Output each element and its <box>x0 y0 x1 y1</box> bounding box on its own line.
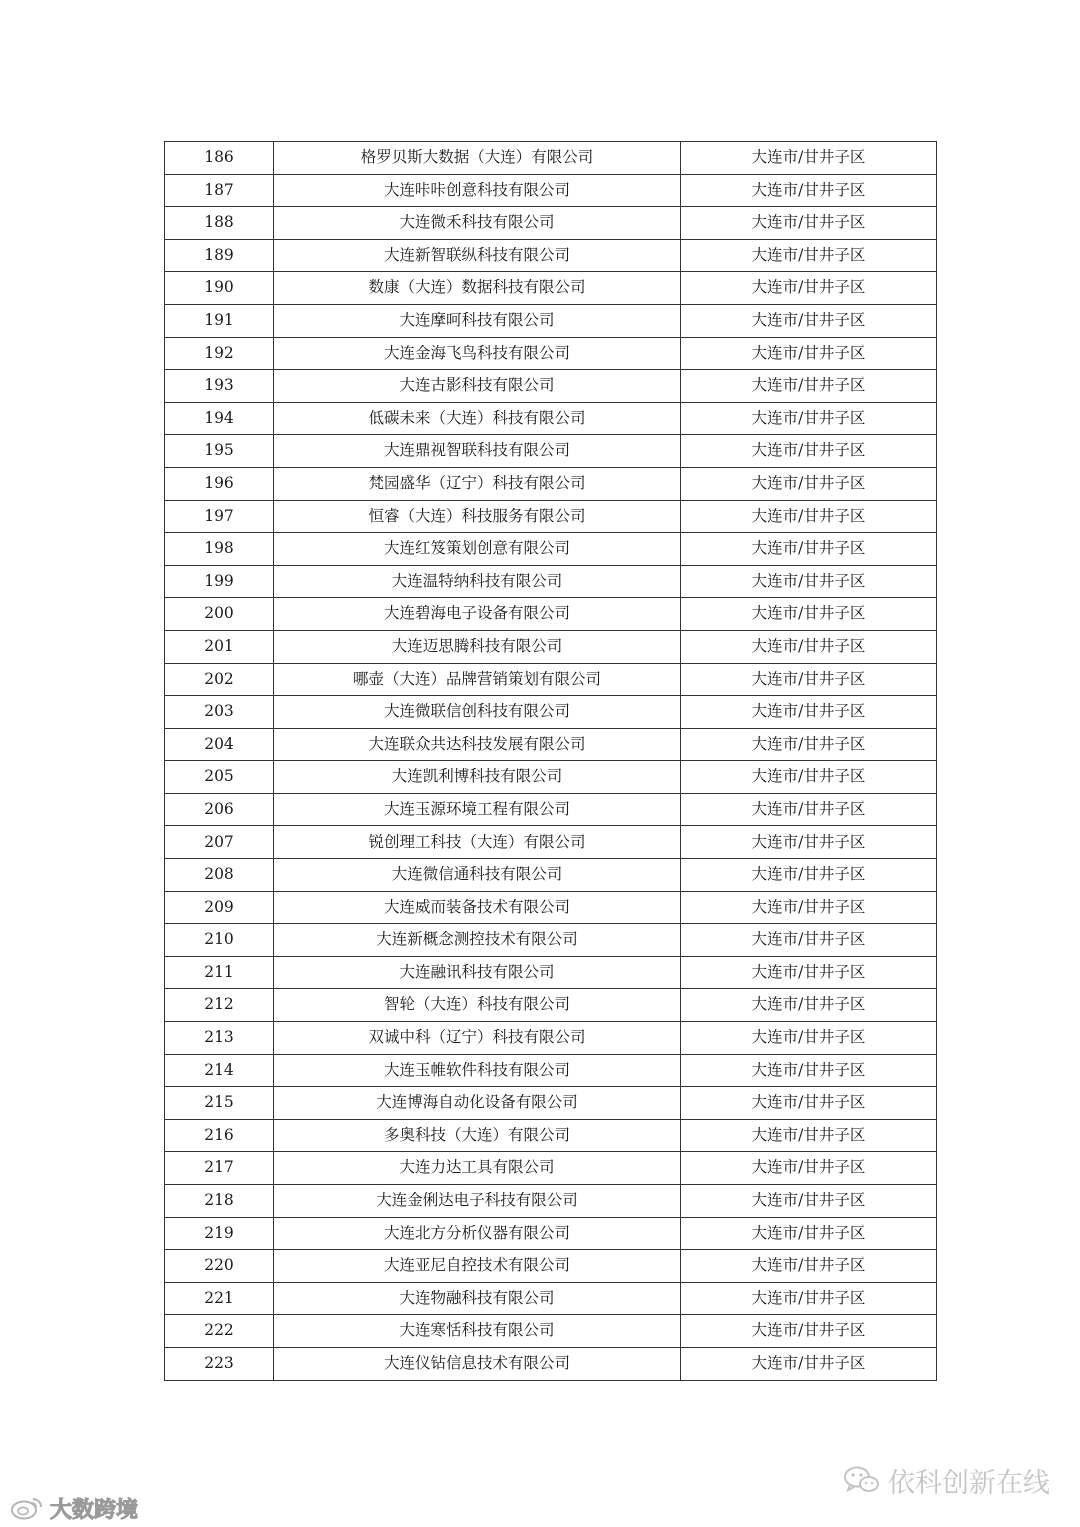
row-number-cell: 193 <box>165 370 274 403</box>
region-cell: 大连市/甘井子区 <box>681 1185 937 1218</box>
table-row <box>165 142 937 175</box>
row-number-cell: 198 <box>165 533 274 566</box>
row-number-cell: 219 <box>165 1217 274 1250</box>
region-cell: 大连市/甘井子区 <box>681 500 937 533</box>
company-name-cell: 大连红笈策划创意有限公司 <box>274 533 681 566</box>
company-name-cell: 大连物融科技有限公司 <box>274 1282 681 1315</box>
watermark-right-text: 依科创新在线 <box>888 1467 1050 1499</box>
company-name-cell: 大连温特纳科技有限公司 <box>274 565 681 598</box>
company-name-cell: 大连金俐达电子科技有限公司 <box>274 1185 681 1218</box>
region-cell: 大连市/甘井子区 <box>681 826 937 859</box>
wechat-logo-icon <box>842 1464 880 1496</box>
row-number-cell: 200 <box>165 598 274 631</box>
table-row <box>165 1315 937 1348</box>
watermark-left-text: 大数跨境 <box>50 1497 139 1523</box>
region-cell: 大连市/甘井子区 <box>681 630 937 663</box>
company-name-cell: 大连联众共达科技发展有限公司 <box>274 728 681 761</box>
table-row <box>165 598 937 631</box>
table-row <box>165 1087 937 1120</box>
row-number-cell: 210 <box>165 924 274 957</box>
region-cell: 大连市/甘井子区 <box>681 728 937 761</box>
table-row <box>165 1119 937 1152</box>
region-cell: 大连市/甘井子区 <box>681 793 937 826</box>
table-row <box>165 1054 937 1087</box>
table-row <box>165 272 937 305</box>
row-number-cell: 203 <box>165 696 274 729</box>
region-cell: 大连市/甘井子区 <box>681 989 937 1022</box>
table-row <box>165 1022 937 1055</box>
company-name-cell: 智轮（大连）科技有限公司 <box>274 989 681 1022</box>
table-row <box>165 826 937 859</box>
row-number-cell: 188 <box>165 207 274 240</box>
region-cell: 大连市/甘井子区 <box>681 337 937 370</box>
table-row <box>165 793 937 826</box>
row-number-cell: 214 <box>165 1054 274 1087</box>
row-number-cell: 206 <box>165 793 274 826</box>
row-number-cell: 186 <box>165 142 274 175</box>
row-number-cell: 202 <box>165 663 274 696</box>
company-name-cell: 多奥科技（大连）有限公司 <box>274 1119 681 1152</box>
table-row <box>165 761 937 794</box>
region-cell: 大连市/甘井子区 <box>681 174 937 207</box>
table-row <box>165 1282 937 1315</box>
company-name-cell: 锐创理工科技（大连）有限公司 <box>274 826 681 859</box>
table-row <box>165 696 937 729</box>
region-cell: 大连市/甘井子区 <box>681 435 937 468</box>
region-cell: 大连市/甘井子区 <box>681 1119 937 1152</box>
row-number-cell: 187 <box>165 174 274 207</box>
company-name-cell: 大连摩呵科技有限公司 <box>274 304 681 337</box>
region-cell: 大连市/甘井子区 <box>681 1022 937 1055</box>
company-list-table <box>164 141 937 1381</box>
row-number-cell: 196 <box>165 467 274 500</box>
row-number-cell: 217 <box>165 1152 274 1185</box>
region-cell: 大连市/甘井子区 <box>681 761 937 794</box>
region-cell: 大连市/甘井子区 <box>681 1217 937 1250</box>
region-cell: 大连市/甘井子区 <box>681 142 937 175</box>
company-name-cell: 大连威而装备技术有限公司 <box>274 891 681 924</box>
table-row <box>165 174 937 207</box>
region-cell: 大连市/甘井子区 <box>681 207 937 240</box>
company-name-cell: 大连微信通科技有限公司 <box>274 859 681 892</box>
company-name-cell: 大连微禾科技有限公司 <box>274 207 681 240</box>
company-name-cell: 大连碧海电子设备有限公司 <box>274 598 681 631</box>
row-number-cell: 208 <box>165 859 274 892</box>
region-cell: 大连市/甘井子区 <box>681 598 937 631</box>
row-number-cell: 218 <box>165 1185 274 1218</box>
company-name-cell: 低碳未来（大连）科技有限公司 <box>274 402 681 435</box>
region-cell: 大连市/甘井子区 <box>681 1087 937 1120</box>
row-number-cell: 201 <box>165 630 274 663</box>
company-name-cell: 大连凯利博科技有限公司 <box>274 761 681 794</box>
table-row <box>165 337 937 370</box>
region-cell: 大连市/甘井子区 <box>681 467 937 500</box>
row-number-cell: 190 <box>165 272 274 305</box>
company-name-cell: 哪壶（大连）品牌营销策划有限公司 <box>274 663 681 696</box>
table-row <box>165 1347 937 1380</box>
row-number-cell: 191 <box>165 304 274 337</box>
row-number-cell: 195 <box>165 435 274 468</box>
table-row <box>165 467 937 500</box>
table-row <box>165 1217 937 1250</box>
region-cell: 大连市/甘井子区 <box>681 663 937 696</box>
row-number-cell: 189 <box>165 239 274 272</box>
row-number-cell: 192 <box>165 337 274 370</box>
region-cell: 大连市/甘井子区 <box>681 924 937 957</box>
region-cell: 大连市/甘井子区 <box>681 304 937 337</box>
region-cell: 大连市/甘井子区 <box>681 1282 937 1315</box>
region-cell: 大连市/甘井子区 <box>681 533 937 566</box>
table-row <box>165 989 937 1022</box>
table-body <box>165 142 937 1381</box>
company-name-cell: 大连博海自动化设备有限公司 <box>274 1087 681 1120</box>
region-cell: 大连市/甘井子区 <box>681 1250 937 1283</box>
company-name-cell: 大连古影科技有限公司 <box>274 370 681 403</box>
region-cell: 大连市/甘井子区 <box>681 859 937 892</box>
table-row <box>165 1152 937 1185</box>
row-number-cell: 207 <box>165 826 274 859</box>
region-cell: 大连市/甘井子区 <box>681 956 937 989</box>
region-cell: 大连市/甘井子区 <box>681 402 937 435</box>
table-row <box>165 304 937 337</box>
region-cell: 大连市/甘井子区 <box>681 239 937 272</box>
company-name-cell: 大连咔咔创意科技有限公司 <box>274 174 681 207</box>
row-number-cell: 223 <box>165 1347 274 1380</box>
region-cell: 大连市/甘井子区 <box>681 696 937 729</box>
table-row <box>165 239 937 272</box>
region-cell: 大连市/甘井子区 <box>681 272 937 305</box>
company-name-cell: 梵园盛华（辽宁）科技有限公司 <box>274 467 681 500</box>
row-number-cell: 205 <box>165 761 274 794</box>
table-row <box>165 630 937 663</box>
row-number-cell: 213 <box>165 1022 274 1055</box>
row-number-cell: 199 <box>165 565 274 598</box>
row-number-cell: 209 <box>165 891 274 924</box>
company-name-cell: 大连迈思腾科技有限公司 <box>274 630 681 663</box>
company-name-cell: 大连仪钻信息技术有限公司 <box>274 1347 681 1380</box>
row-number-cell: 211 <box>165 956 274 989</box>
row-number-cell: 215 <box>165 1087 274 1120</box>
row-number-cell: 212 <box>165 989 274 1022</box>
table-row <box>165 859 937 892</box>
region-cell: 大连市/甘井子区 <box>681 1347 937 1380</box>
company-name-cell: 大连新智联纵科技有限公司 <box>274 239 681 272</box>
table-row <box>165 1185 937 1218</box>
company-name-cell: 大连玉帷软件科技有限公司 <box>274 1054 681 1087</box>
table-row <box>165 207 937 240</box>
watermark-right <box>842 1460 1050 1500</box>
table-row <box>165 533 937 566</box>
row-number-cell: 204 <box>165 728 274 761</box>
table-row <box>165 891 937 924</box>
company-name-cell: 大连亚尼自控技术有限公司 <box>274 1250 681 1283</box>
company-name-cell: 大连融讯科技有限公司 <box>274 956 681 989</box>
row-number-cell: 197 <box>165 500 274 533</box>
row-number-cell: 220 <box>165 1250 274 1283</box>
company-name-cell: 恒睿（大连）科技服务有限公司 <box>274 500 681 533</box>
company-name-cell: 数康（大连）数据科技有限公司 <box>274 272 681 305</box>
region-cell: 大连市/甘井子区 <box>681 370 937 403</box>
table-row <box>165 728 937 761</box>
table-row <box>165 956 937 989</box>
company-name-cell: 大连微联信创科技有限公司 <box>274 696 681 729</box>
company-name-cell: 大连新概念测控技术有限公司 <box>274 924 681 957</box>
table-row <box>165 500 937 533</box>
table-row <box>165 663 937 696</box>
company-name-cell: 格罗贝斯大数据（大连）有限公司 <box>274 142 681 175</box>
row-number-cell: 194 <box>165 402 274 435</box>
table-row <box>165 924 937 957</box>
table-row <box>165 435 937 468</box>
watermark-left <box>10 1490 138 1526</box>
region-cell: 大连市/甘井子区 <box>681 565 937 598</box>
row-number-cell: 216 <box>165 1119 274 1152</box>
table-row <box>165 565 937 598</box>
company-name-cell: 双诚中科（辽宁）科技有限公司 <box>274 1022 681 1055</box>
row-number-cell: 221 <box>165 1282 274 1315</box>
region-cell: 大连市/甘井子区 <box>681 891 937 924</box>
table-row <box>165 1250 937 1283</box>
company-name-cell: 大连鼎视智联科技有限公司 <box>274 435 681 468</box>
company-name-cell: 大连力达工具有限公司 <box>274 1152 681 1185</box>
company-name-cell: 大连寒恬科技有限公司 <box>274 1315 681 1348</box>
company-name-cell: 大连金海飞鸟科技有限公司 <box>274 337 681 370</box>
table-row <box>165 402 937 435</box>
weibo-logo-icon <box>10 1495 44 1521</box>
region-cell: 大连市/甘井子区 <box>681 1315 937 1348</box>
company-name-cell: 大连北方分析仪器有限公司 <box>274 1217 681 1250</box>
region-cell: 大连市/甘井子区 <box>681 1152 937 1185</box>
region-cell: 大连市/甘井子区 <box>681 1054 937 1087</box>
company-name-cell: 大连玉源环境工程有限公司 <box>274 793 681 826</box>
row-number-cell: 222 <box>165 1315 274 1348</box>
table-row <box>165 370 937 403</box>
